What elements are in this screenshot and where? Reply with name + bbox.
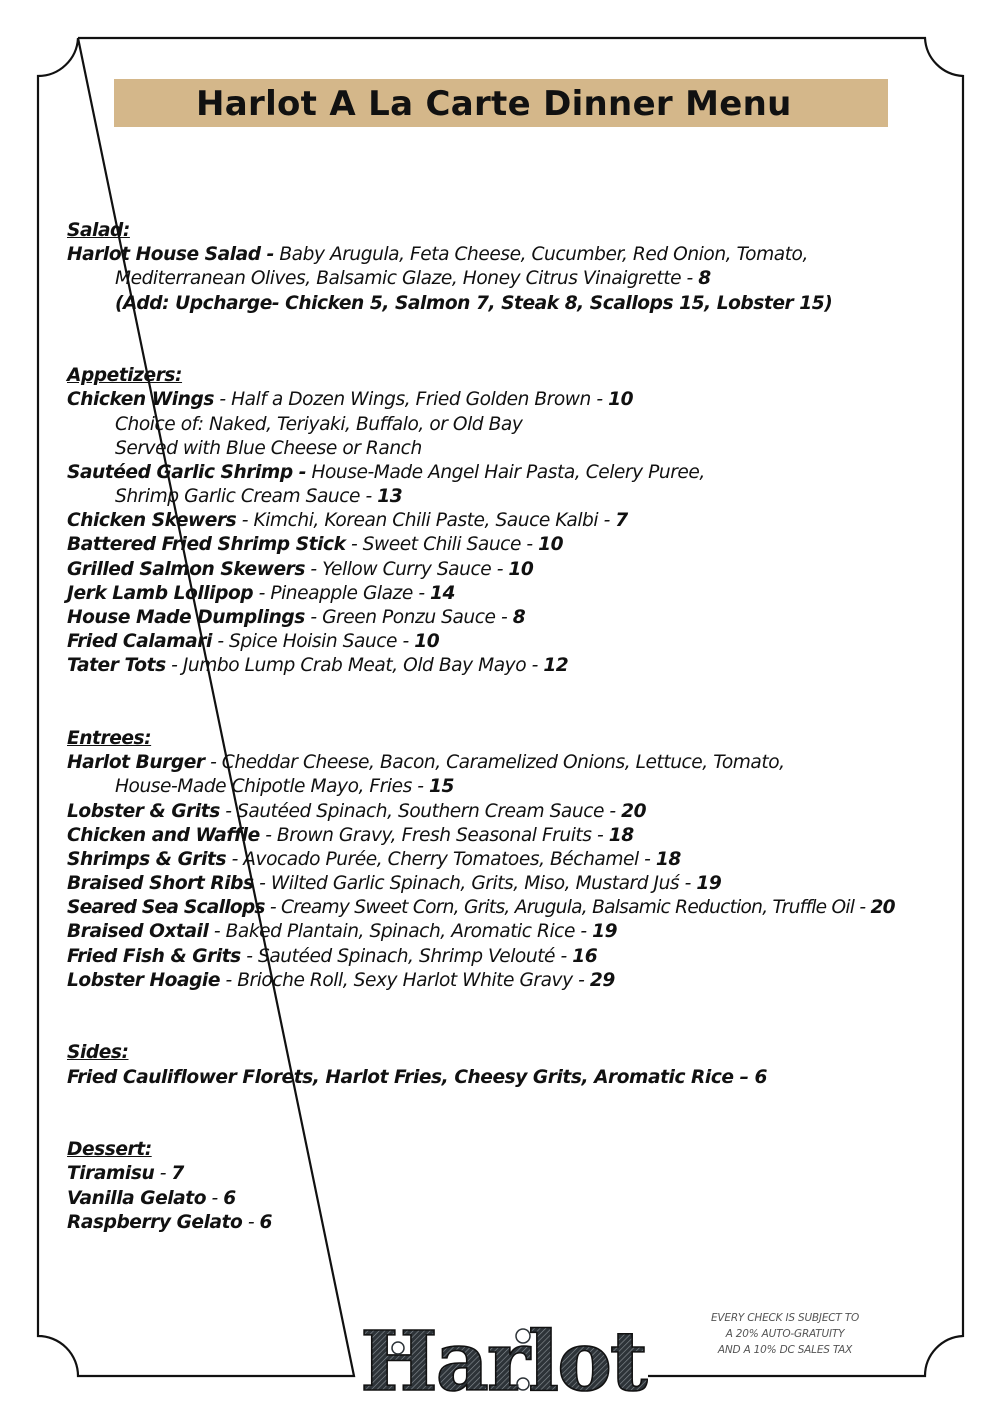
- gratuity-notice: EVERY CHECK IS SUBJECT TO A 20% AUTO-GRATUITY AND A 10% DC SALES TAX: [710, 1312, 860, 1356]
- menu-body: [67, 219, 967, 1235]
- menu-item: House Made Dumplings - Green Ponzu Sauce - 8: [67, 607, 526, 629]
- menu-item: Vanilla Gelato - 6: [67, 1187, 236, 1209]
- section-heading-appetizers: Appetizers:: [67, 365, 183, 387]
- menu-item: Fried Calamari - Spice Hoisin Sauce - 10: [67, 631, 440, 653]
- section-heading-dessert: Dessert:: [67, 1139, 152, 1161]
- menu-item-desc: House-Made Chipotle Mayo, Fries - 15: [115, 776, 454, 798]
- menu-item: Harlot House Salad - Baby Arugula, Feta Cheese, Cucumber, Red Onion, Tomato,: [67, 244, 808, 266]
- menu-item-note: Choice of: Naked, Teriyaki, Buffalo, or Old Bay: [115, 413, 523, 435]
- menu-item: Raspberry Gelato - 6: [67, 1211, 273, 1233]
- section-heading-sides: Sides:: [67, 1042, 129, 1064]
- menu-item: Braised Short Ribs - Wilted Garlic Spinach, Grits, Miso, Mustard Juś - 19: [67, 873, 722, 895]
- menu-item: Grilled Salmon Skewers - Yellow Curry Sauce - 10: [67, 558, 534, 580]
- menu-item: Battered Fried Shrimp Stick - Sweet Chili Sauce - 10: [67, 534, 564, 556]
- menu-item: Tater Tots - Jumbo Lump Crab Meat, Old Bay Mayo - 12: [67, 655, 569, 677]
- menu-item-note: Served with Blue Cheese or Ranch: [115, 437, 422, 459]
- page-title: Harlot A La Carte Dinner Menu: [196, 84, 792, 124]
- menu-item: Sautéed Garlic Shrimp - House-Made Angel Hair Pasta, Celery Puree,: [67, 461, 705, 483]
- menu-item: Tiramisu - 7: [67, 1163, 184, 1185]
- svg-text:Harlot: Harlot: [360, 1314, 646, 1404]
- menu-item: Lobster & Grits - Sautéed Spinach, Southern Cream Sauce - 20: [67, 800, 647, 822]
- harlot-logo: [358, 1312, 648, 1404]
- menu-item: Harlot Burger - Cheddar Cheese, Bacon, Caramelized Onions, Lettuce, Tomato,: [67, 752, 785, 774]
- sides-list: Fried Cauliflower Florets, Harlot Fries, Cheesy Grits, Aromatic Rice – 6: [67, 1066, 767, 1088]
- menu-item: Jerk Lamb Lollipop - Pineapple Glaze - 14: [67, 582, 456, 604]
- menu-item: Chicken Skewers - Kimchi, Korean Chili Paste, Sauce Kalbi - 7: [67, 510, 628, 532]
- section-heading-salad: Salad:: [67, 220, 130, 241]
- menu-item: Fried Fish & Grits - Sautéed Spinach, Shrimp Velouté - 16: [67, 945, 598, 967]
- menu-item: Shrimps & Grits - Avocado Purée, Cherry Tomatoes, Béchamel - 18: [67, 848, 681, 870]
- menu-item: Chicken and Waffle - Brown Gravy, Fresh Seasonal Fruits - 18: [67, 824, 634, 846]
- menu-item: Chicken Wings - Half a Dozen Wings, Fried Golden Brown - 10: [67, 389, 634, 411]
- menu-item: Braised Oxtail - Baked Plantain, Spinach, Aromatic Rice - 19: [67, 921, 618, 943]
- section-heading-entrees: Entrees:: [67, 727, 152, 749]
- menu-item: Seared Sea Scallops - Creamy Sweet Corn, Grits, Arugula, Balsamic Reduction, Truffle Oil - 20: [67, 897, 895, 919]
- menu-item-desc: Shrimp Garlic Cream Sauce - 13: [115, 486, 403, 508]
- salad-addons: (Add: Upcharge- Chicken 5, Salmon 7, Steak 8, Scallops 15, Lobster 15): [115, 292, 833, 314]
- menu-item-desc: Mediterranean Olives, Balsamic Glaze, Honey Citrus Vinaigrette - 8: [115, 268, 711, 290]
- menu-item: Lobster Hoagie - Brioche Roll, Sexy Harlot White Gravy - 29: [67, 969, 615, 991]
